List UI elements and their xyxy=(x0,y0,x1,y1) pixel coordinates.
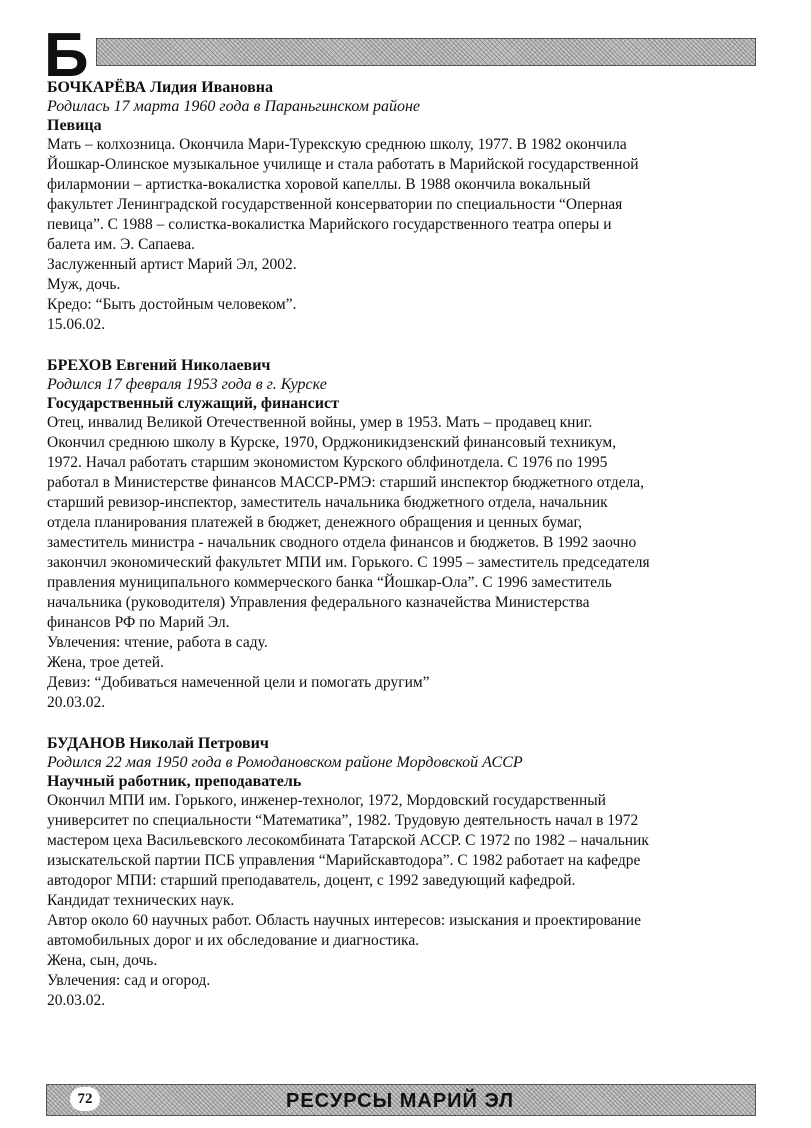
entry-line: Жена, сын, дочь. xyxy=(47,952,158,969)
entries-list xyxy=(47,78,767,1032)
entry-birth: Родилась 17 марта 1960 года в Параньгинском районе xyxy=(47,98,421,115)
entry-brekhov xyxy=(47,356,767,713)
entry-profession: Певица xyxy=(47,117,102,134)
entry-line: финансов РФ по Марий Эл. xyxy=(47,614,230,631)
entry-line: закончил экономический факультет МПИ им. Горького. С 1995 – заместитель председателя xyxy=(47,554,650,571)
entry-budanov xyxy=(47,734,767,1011)
entry-profession: Государственный служащий, финансист xyxy=(47,395,339,412)
entry-line: Окончил МПИ им. Горького, инженер-технолог, 1972, Мордовский государственный xyxy=(47,792,606,809)
entry-line: Автор около 60 научных работ. Область научных интересов: изыскания и проектирование xyxy=(47,912,641,929)
entry-line: певица”. С 1988 – солистка-вокалистка Марийского государственного театра оперы и xyxy=(47,216,612,233)
entry-line: автомобильных дорог и их обследование и диагностика. xyxy=(47,932,420,949)
entry-line: Жена, трое детей. xyxy=(47,654,164,671)
entry-date: 15.06.02. xyxy=(47,316,106,333)
entry-line: Мать – колхозница. Окончила Мари-Турекскую среднюю школу, 1977. В 1982 окончила xyxy=(47,136,627,153)
entry-line: автодорог МПИ: старший преподаватель, доцент, с 1992 заведующий кафедрой. xyxy=(47,872,576,889)
entry-line: 1972. Начал работать старшим экономистом Курского облфинотдела. С 1976 по 1995 xyxy=(47,454,608,471)
entry-line: Девиз: “Добиваться намеченной цели и помогать другим” xyxy=(47,674,430,691)
entry-date: 20.03.02. xyxy=(47,992,106,1009)
entry-date: 20.03.02. xyxy=(47,694,106,711)
entry-line: университет по специальности “Математика”, 1982. Трудовую деятельность начал в 1972 xyxy=(47,812,639,829)
entry-line: Кандидат технических наук. xyxy=(47,892,235,909)
entry-line: Отец, инвалид Великой Отечественной войны, умер в 1953. Мать – продавец книг. xyxy=(47,414,593,431)
entry-line: филармонии – артистка-вокалистка хоровой капеллы. В 1988 окончила вокальный xyxy=(47,176,591,193)
entry-line: Кредо: “Быть достойным человеком”. xyxy=(47,296,297,313)
entry-bochkareva xyxy=(47,78,767,335)
entry-line: правления муниципального коммерческого банка “Йошкар-Ола”. С 1996 заместитель xyxy=(47,574,612,591)
entry-line: заместитель министра - начальник сводного отдела финансов и бюджетов. В 1992 заочно xyxy=(47,534,637,551)
header-decor-band xyxy=(96,38,756,66)
entry-name: БОЧКАРЁВА Лидия Ивановна xyxy=(47,79,273,96)
entry-name: БУДАНОВ Николай Петрович xyxy=(47,735,269,752)
entry-line: начальника (руководителя) Управления федерального казначейства Министерства xyxy=(47,594,590,611)
entry-line: старший ревизор-инспектор, заместитель начальника бюджетного отдела, начальник xyxy=(47,494,608,511)
entry-name: БРЕХОВ Евгений Николаевич xyxy=(47,357,271,374)
entry-line: Муж, дочь. xyxy=(47,276,121,293)
entry-birth: Родился 17 февраля 1953 года в г. Курске xyxy=(47,376,327,393)
entry-line: работал в Министерстве финансов МАССР-РМЭ: старший инспектор бюджетного отдела, xyxy=(47,474,645,491)
entry-profession: Научный работник, преподаватель xyxy=(47,773,302,790)
entry-line: отдела планирования платежей в бюджет, денежного обращения и ценных бумаг, xyxy=(47,514,583,531)
entry-line: Окончил среднюю школу в Курске, 1970, Орджоникидзенский финансовый техникум, xyxy=(47,434,617,451)
entry-line: факультет Ленинградской государственной консерватории по специальности “Оперная xyxy=(47,196,623,213)
entry-line: Увлечения: сад и огород. xyxy=(47,972,211,989)
entry-birth: Родился 22 мая 1950 года в Ромодановском районе Мордовской АССР xyxy=(47,754,523,771)
entry-line: мастером цеха Васильевского лесокомбината Татарской АССР. С 1972 по 1982 – начальник xyxy=(47,832,649,849)
entry-line: Йошкар-Олинское музыкальное училище и стала работать в Марийской государственной xyxy=(47,156,639,173)
entry-line: изыскательской партии ПСБ управления “Марийскавтодора”. С 1982 работает на кафедре xyxy=(47,852,641,869)
section-letter: Б xyxy=(44,21,89,90)
magazine-title: РЕСУРСЫ МАРИЙ ЭЛ xyxy=(286,1090,514,1112)
entry-line: балета им. Э. Сапаева. xyxy=(47,236,196,253)
page-number: 72 xyxy=(70,1087,100,1111)
entry-line: Заслуженный артист Марий Эл, 2002. xyxy=(47,256,297,273)
entry-line: Увлечения: чтение, работа в саду. xyxy=(47,634,268,651)
